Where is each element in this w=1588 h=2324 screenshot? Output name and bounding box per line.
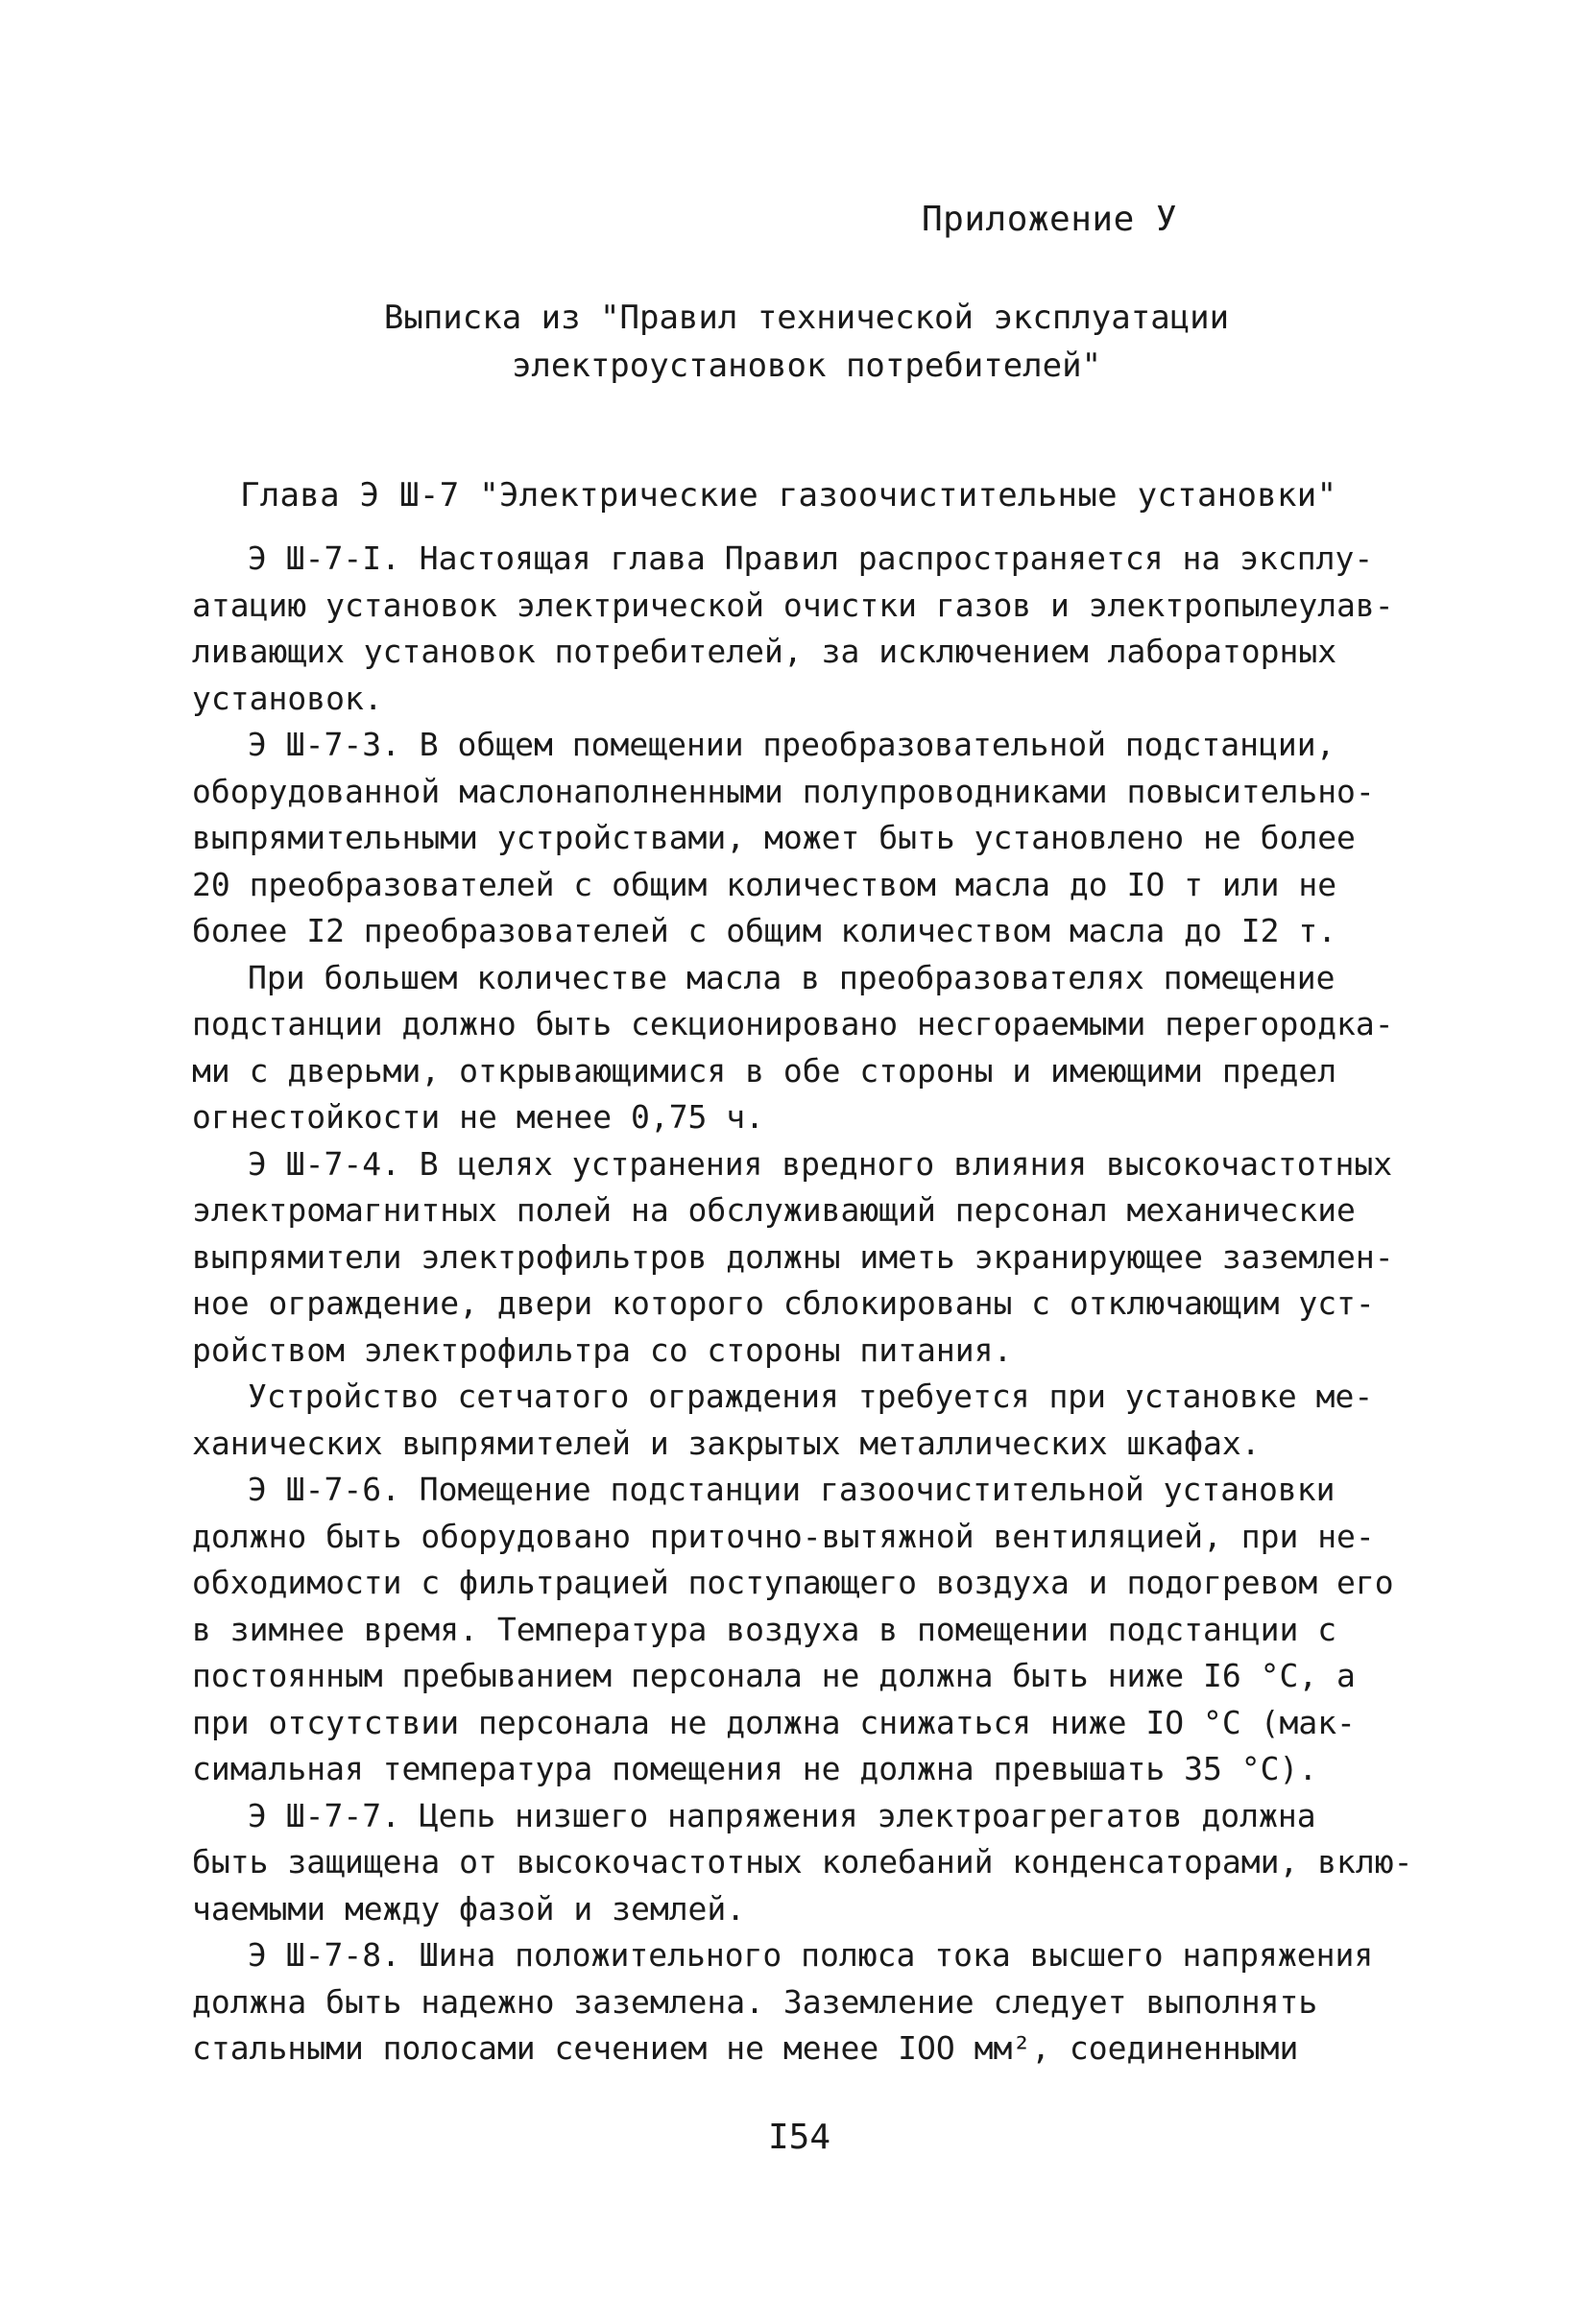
text-line: подстанции должно быть секционировано несгораемыми перегородка- bbox=[192, 1005, 1394, 1042]
document-title bbox=[288, 294, 1325, 390]
chapter-heading: Глава Э Ш-7 "Электрические газоочистительные установки" bbox=[240, 476, 1337, 515]
paragraph bbox=[192, 1374, 1431, 1467]
text-line: быть защищена от высокочастотных колебаний конденсаторами, вклю- bbox=[192, 1843, 1413, 1881]
text-line: 20 преобразователей с общим количеством масла до IO т или не bbox=[192, 865, 1337, 903]
document-title-line-2: электроустановок потребителей" bbox=[511, 347, 1102, 385]
paragraph bbox=[192, 1793, 1431, 1933]
text-line: Устройство сетчатого ограждения требуется при установке ме- bbox=[248, 1378, 1374, 1415]
paragraph bbox=[192, 1932, 1431, 2072]
text-line: ройством электрофильтра со стороны питания. bbox=[192, 1330, 1013, 1369]
text-line: атацию установок электрической очистки газов и электропылеулав- bbox=[192, 586, 1394, 624]
text-line: установок. bbox=[192, 679, 383, 717]
text-line: электромагнитных полей на обслуживающий персонал механические bbox=[192, 1191, 1356, 1229]
text-line: должно быть оборудовано приточно-вытяжной вентиляцией, при не- bbox=[192, 1517, 1375, 1555]
text-line: ханических выпрямителей и закрытых металлических шкафах. bbox=[192, 1424, 1261, 1462]
paragraph bbox=[192, 536, 1431, 722]
body-text bbox=[192, 536, 1431, 2072]
text-line: ливающих установок потребителей, за исключением лабораторных bbox=[192, 633, 1337, 670]
text-line: постоянным пребыванием персонала не должна быть ниже I6 °С, а bbox=[192, 1657, 1356, 1694]
text-line: ми с дверьми, открывающимися в обе стороны и имеющими предел bbox=[192, 1051, 1337, 1090]
text-line: оборудованной маслонаполненными полупроводниками повысительно- bbox=[192, 772, 1375, 810]
document-title-line-1: Выписка из "Правил технической эксплуатации bbox=[383, 299, 1230, 337]
text-line: выпрямители электрофильтров должны иметь экранирующее заземлен- bbox=[192, 1237, 1394, 1276]
text-line: Э Ш-7-8. Шина положительного полюса тока высшего напряжения bbox=[248, 1936, 1374, 1974]
text-line: симальная температура помещения не должна превышать 35 °С). bbox=[192, 1750, 1318, 1787]
text-line: Э Ш-7-3. В общем помещении преобразовательной подстанции, bbox=[248, 726, 1335, 763]
text-line: в зимнее время. Температура воздуха в помещении подстанции с bbox=[192, 1610, 1337, 1648]
text-line: Э Ш-7-6. Помещение подстанции газоочистительной установки bbox=[248, 1471, 1335, 1508]
text-line: более I2 преобразователей с общим количеством масла до I2 т. bbox=[192, 912, 1337, 949]
text-line: огнестойкости не менее 0,75 ч. bbox=[192, 1098, 765, 1136]
text-line: чаемыми между фазой и землей. bbox=[192, 1889, 746, 1928]
page-number: I54 bbox=[768, 2118, 831, 2157]
paragraph bbox=[192, 722, 1431, 955]
text-line: стальными полосами сечением не менее IOO мм², соединенными bbox=[192, 2029, 1299, 2067]
appendix-label: Приложение У bbox=[922, 200, 1178, 239]
text-line: выпрямительными устройствами, может быть установлено не более bbox=[192, 819, 1356, 856]
text-line: ное ограждение, двери которого сблокированы с отключающим уст- bbox=[192, 1284, 1375, 1322]
text-line: Э Ш-7-4. В целях устранения вредного влияния высокочастотных bbox=[248, 1144, 1393, 1183]
text-line: При большем количестве масла в преобразователях помещение bbox=[248, 958, 1335, 996]
text-line: Э Ш-7-I. Настоящая глава Правил распространяется на эксплу- bbox=[248, 539, 1374, 577]
paragraph bbox=[192, 1141, 1431, 1375]
text-line: Э Ш-7-7. Цепь низшего напряжения электроагрегатов должна bbox=[248, 1796, 1316, 1834]
text-line: при отсутствии персонала не должна снижаться ниже IO °С (мак- bbox=[192, 1703, 1356, 1741]
paragraph bbox=[192, 955, 1431, 1141]
paragraph bbox=[192, 1467, 1431, 1793]
text-line: должна быть надежно заземлена. Заземление следует выполнять bbox=[192, 1982, 1318, 2021]
text-line: обходимости с фильтрацией поступающего воздуха и подогревом его bbox=[192, 1564, 1394, 1601]
